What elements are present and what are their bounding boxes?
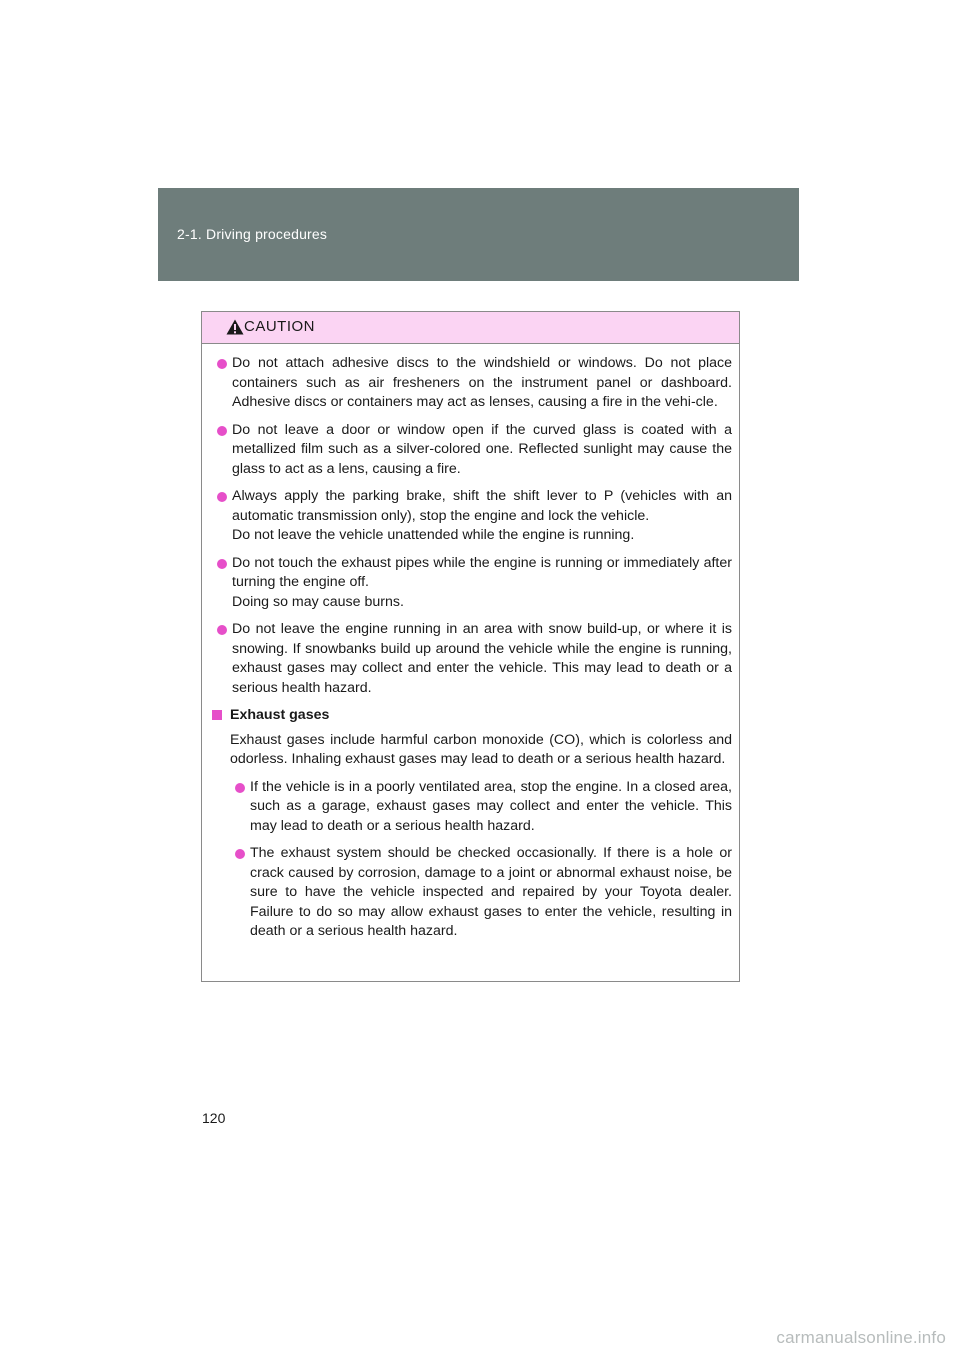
bullet-text: Do not touch the exhaust pipes while the engine is running or immediately after turning the engine off. <box>232 554 732 590</box>
exhaust-heading-text: Exhaust gases <box>230 707 330 723</box>
square-bullet-icon <box>212 710 222 720</box>
caution-bullet <box>212 421 732 480</box>
exhaust-bullets <box>212 778 732 942</box>
exhaust-heading <box>212 706 732 726</box>
watermark: carmanualsonline.info <box>776 1328 946 1347</box>
exhaust-bullet <box>230 844 732 942</box>
warning-triangle-icon <box>226 319 244 335</box>
exhaust-intro: Exhaust gases include harmful carbon monoxide (CO), which is colorless and odorless. Inhaling exhaust gases may lead to death or a serious health hazard. <box>230 731 732 767</box>
caution-bullet <box>212 487 732 546</box>
caution-box <box>201 311 740 982</box>
bullet-text: If the vehicle is in a poorly ventilated area, stop the engine. In a closed area, such as a garage, exhaust gases may collect and enter the vehicle. This may lead to death or a serious health hazard. <box>250 778 732 834</box>
bullet-text: Doing so may cause burns. <box>232 593 404 610</box>
section-header-band <box>158 188 799 281</box>
caution-bullet <box>212 354 732 413</box>
bullet-text: Always apply the parking brake, shift the shift lever to P (vehicles with an automatic transmission only), stop the engine and lock the vehicle. <box>232 488 732 524</box>
exhaust-bullet <box>230 778 732 837</box>
bullet-text: Do not leave the engine running in an area with snow build-up, or where it is snowing. If snowbanks build up around the vehicle while the engine is running, exhaust gases may collect and enter the vehicle. This may lead to death or a serious health hazard. <box>232 621 732 696</box>
bullet-dot-icon <box>217 359 227 369</box>
page-number: 120 <box>202 1110 226 1126</box>
caution-header <box>202 312 739 344</box>
section-title: 2-1. Driving procedures <box>177 226 328 242</box>
bullet-dot-icon <box>217 426 227 436</box>
bullet-text: The exhaust system should be checked occasionally. If there is a hole or crack caused by corrosion, damage to a joint or abnormal exhaust noise, be sure to have the vehicle inspected and repaired by your Toyota dealer. Failure to do so may allow exhaust gases to enter the vehicle, resulting in death or a serious health hazard. <box>250 845 732 939</box>
caution-bullet <box>212 554 732 613</box>
caution-label: CAUTION <box>244 318 315 335</box>
bullet-dot-icon <box>235 783 245 793</box>
bullet-text: Do not leave a door or window open if the curved glass is coated with a metallized film such as a silver-colored one. Reflected sunlight may cause the glass to act as a lens, causing a fire. <box>232 421 732 477</box>
caution-body <box>202 344 739 942</box>
bullet-text: Do not leave the vehicle unattended while the engine is running. <box>232 527 635 543</box>
caution-bullet <box>212 620 732 698</box>
bullet-dot-icon <box>217 625 227 635</box>
bullet-dot-icon <box>217 492 227 502</box>
bullet-dot-icon <box>235 849 245 859</box>
bullet-text: Do not attach adhesive discs to the windshield or windows. Do not place containers such as air fresheners on the instrument panel or dashboard. Adhesive discs or containers may act as lenses, causing a fire in the vehi-cle. <box>232 355 732 410</box>
bullet-dot-icon <box>217 559 227 569</box>
